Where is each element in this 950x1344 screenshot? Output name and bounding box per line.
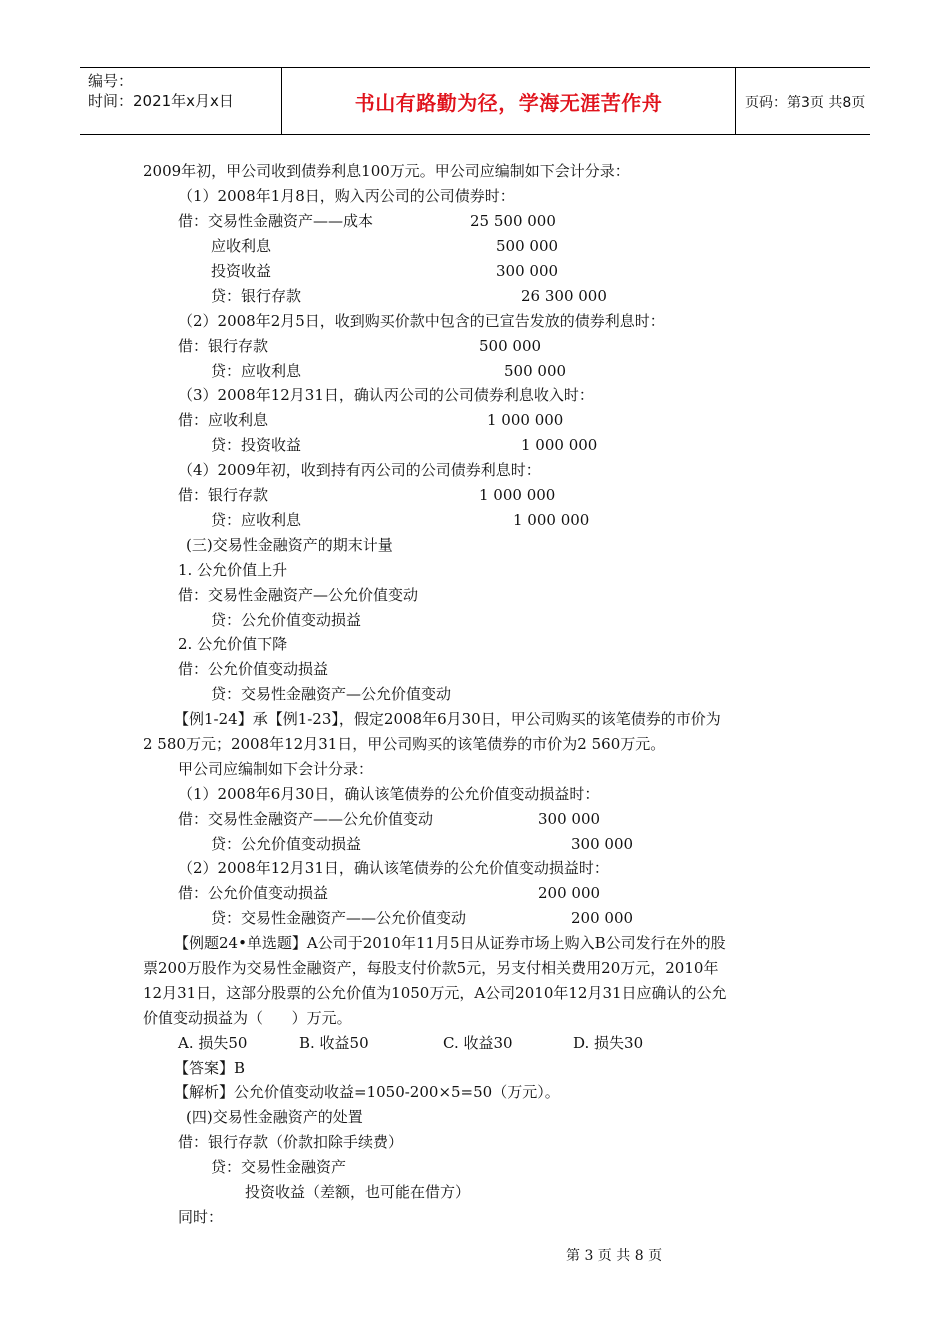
entry-debit: 借：交易性金融资产——公允价值变动 [178,810,434,828]
entry-debit: 投资收益 [211,262,272,280]
header-meta [80,68,281,135]
entry-amount: 25 500 000 [470,212,556,230]
option-c: C. 收益30 [443,1034,513,1052]
entry-debit: 借：银行存款（价款扣除手续费） [178,1133,404,1151]
number-label: 编号： [88,72,134,90]
entry-debit: 应收利息 [211,237,272,255]
entry-debit: 借：银行存款 [178,337,269,355]
page-footer: 第 3 页 共 8 页 [566,1248,663,1264]
answer-line: 【答案】B [174,1059,246,1077]
text-line: 【例题24•单选题】A公司于2010年11月5日从证券市场上购入B公司发行在外的股 [174,934,726,952]
text-line: 2 580万元；2008年12月31日，甲公司购买的该笔债券的市价为2 560万元。 [143,735,666,753]
text-line: （4）2009年初，收到持有丙公司的公司债券利息时： [178,461,541,479]
text-line: （3）2008年12月31日，确认丙公司的公司债券利息收入时： [178,386,594,404]
entry-debit: 借：银行存款 [178,486,269,504]
text-line: （1）2008年1月8日，购入丙公司的公司债券时： [178,187,515,205]
entry-credit: 贷：银行存款 [211,287,302,305]
text-line: 票200万股作为交易性金融资产，每股支付价款5元，另支付相关费用20万元，2010年 [143,959,719,977]
time-label: 时间：2021年x月x日 [88,92,234,110]
entry-amount: 500 000 [496,237,559,255]
entry-amount: 300 000 [496,262,559,280]
entry-credit: 贷：应收利息 [211,511,302,529]
entry-credit: 贷：应收利息 [211,362,302,380]
text-line: 价值变动损益为（ ）万元。 [143,1009,352,1027]
text-line: （1）2008年6月30日，确认该笔债券的公允价值变动损益时： [178,785,600,803]
text-line: （2）2008年2月5日，收到购买价款中包含的已宣告发放的债券利息时： [178,312,665,330]
page-header [80,67,870,135]
entry-debit: 借：公允价值变动损益 [178,884,329,902]
option-b: B. 收益50 [299,1034,369,1052]
section-heading: (三)交易性金融资产的期末计量 [186,536,393,554]
entry-credit: 贷：投资收益 [211,436,302,454]
text-line: 1. 公允价值上升 [178,561,288,579]
text-line: 甲公司应编制如下会计分录： [178,760,374,778]
entry-credit: 投资收益（差额，也可能在借方） [245,1183,471,1201]
entry-credit: 贷：公允价值变动损益 [211,611,362,629]
text-line: 12月31日，这部分股票的公允价值为1050万元，A公司2010年12月31日应确认的公允 [143,984,727,1002]
entry-amount: 500 000 [479,337,542,355]
explanation-line: 【解析】公允价值变动收益=1050-200×5=50（万元）。 [174,1083,560,1101]
text-line: 【例1-24】承【例1-23】，假定2008年6月30日，甲公司购买的该笔债券的市价为 [174,710,721,728]
header-page-label: 页码：第3页 共8页 [745,94,866,111]
entry-amount: 1 000 000 [487,411,564,429]
entry-amount: 1 000 000 [513,511,590,529]
entry-amount: 200 000 [571,909,634,927]
option-d: D. 损失30 [573,1034,644,1052]
entry-amount: 1 000 000 [479,486,556,504]
section-heading: (四)交易性金融资产的处置 [186,1108,363,1126]
entry-amount: 500 000 [504,362,567,380]
entry-credit: 贷：交易性金融资产—公允价值变动 [211,685,452,703]
entry-debit: 借：公允价值变动损益 [178,660,329,678]
text-line: 2009年初，甲公司收到债券利息100万元。甲公司应编制如下会计分录： [143,162,630,180]
entry-amount: 200 000 [538,884,601,902]
entry-credit: 贷：交易性金融资产 [211,1158,347,1176]
text-line: 2. 公允价值下降 [178,635,288,653]
entry-debit: 借：交易性金融资产—公允价值变动 [178,586,419,604]
entry-credit: 贷：公允价值变动损益 [211,835,362,853]
entry-credit: 贷：交易性金融资产——公允价值变动 [211,909,467,927]
entry-amount: 300 000 [538,810,601,828]
entry-amount: 1 000 000 [521,436,598,454]
text-line: （2）2008年12月31日，确认该笔债券的公允价值变动损益时： [178,859,609,877]
entry-debit: 借：应收利息 [178,411,269,429]
entry-amount: 26 300 000 [521,287,607,305]
entry-amount: 300 000 [571,835,634,853]
entry-debit: 借：交易性金融资产——成本 [178,212,374,230]
option-a: A. 损失50 [178,1034,248,1052]
header-motto: 书山有路勤为径，学海无涯苦作舟 [281,68,736,135]
text-line: 同时： [178,1208,224,1226]
